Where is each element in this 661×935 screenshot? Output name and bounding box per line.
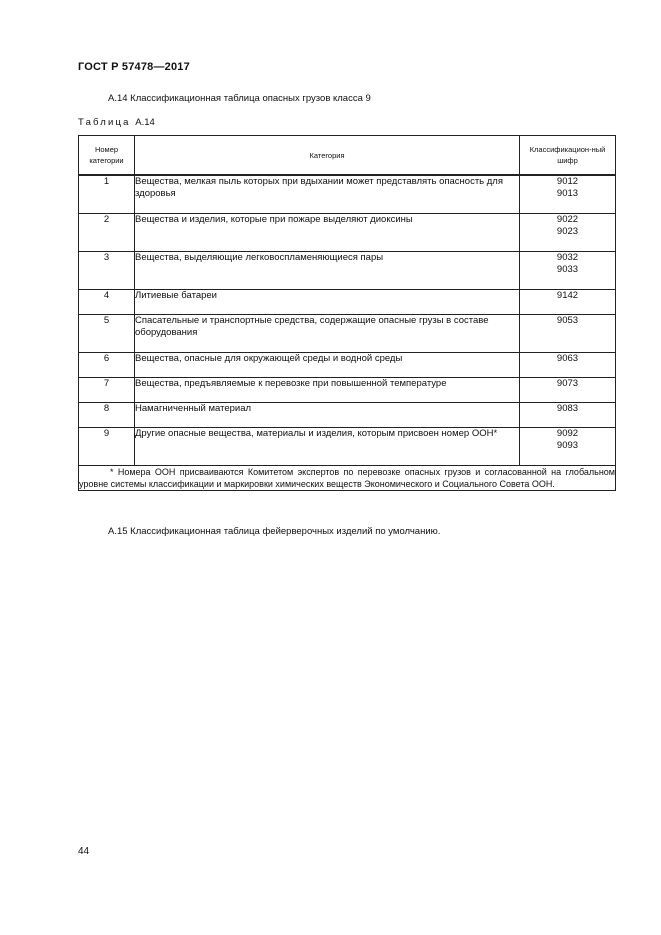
row-code: 9063 — [556, 352, 579, 364]
page-number: 44 — [78, 846, 90, 857]
table-row — [79, 402, 616, 427]
row-category: Спасательные и транспортные средства, содержащие опасные грузы в составе оборудования — [135, 314, 520, 352]
row-category: Вещества, выделяющие легковоспламеняющиеся пары — [135, 251, 520, 289]
row-number: 7 — [79, 377, 135, 402]
row-number: 9 — [79, 427, 135, 465]
row-code: 9022 — [556, 213, 579, 225]
table-row — [79, 213, 616, 251]
table-row — [79, 289, 616, 314]
row-category: Другие опасные вещества, материалы и изделия, которым присвоен номер ООН* — [135, 427, 520, 465]
row-number: 1 — [79, 175, 135, 213]
row-codes — [520, 377, 616, 402]
document-title: ГОСТ Р 57478—2017 — [78, 61, 190, 73]
row-category: Вещества и изделия, которые при пожаре выделяют диоксины — [135, 213, 520, 251]
row-number: 8 — [79, 402, 135, 427]
row-category: Вещества, предъявляемые к перевозке при повышенной температуре — [135, 377, 520, 402]
row-codes — [520, 402, 616, 427]
header-number: Номер категории — [79, 136, 135, 176]
row-code: 9012 — [556, 176, 579, 187]
table-row — [79, 352, 616, 377]
header-category: Категория — [135, 136, 520, 176]
table-row — [79, 427, 616, 465]
row-code: 9083 — [556, 402, 579, 414]
table-footnote-row — [79, 465, 616, 490]
row-codes — [520, 175, 616, 213]
table-row — [79, 175, 616, 213]
row-code: 9013 — [556, 188, 579, 199]
section-a15-heading: А.15 Классификационная таблица фейерверочных изделий по умолчанию. — [108, 526, 441, 537]
row-codes — [520, 289, 616, 314]
row-code: 9023 — [556, 225, 579, 237]
section-a14-heading: А.14 Классификационная таблица опасных грузов класса 9 — [108, 93, 371, 104]
table-caption-label: Таблица — [78, 117, 131, 128]
row-category: Вещества, мелкая пыль которых при вдыхании может представлять опасность для здоровья — [135, 175, 520, 213]
row-category: Литиевые батареи — [135, 289, 520, 314]
row-code: 9032 — [556, 251, 579, 263]
table-footnote-cell — [79, 465, 616, 490]
table-row — [79, 314, 616, 352]
row-code: 9092 — [556, 427, 579, 439]
row-code: 9033 — [556, 263, 579, 275]
classification-table — [78, 135, 616, 491]
row-codes — [520, 352, 616, 377]
row-category: Вещества, опасные для окружающей среды и водной среды — [135, 352, 520, 377]
row-code: 9142 — [556, 289, 579, 301]
row-code: 9073 — [556, 377, 579, 389]
row-number: 4 — [79, 289, 135, 314]
row-number: 6 — [79, 352, 135, 377]
table-caption-number: А.14 — [135, 117, 155, 128]
table-footnote: * Номера ООН присваиваются Комитетом экспертов по перевозке опасных грузов и согласованной на глобальном уровне системы классификации и маркировки химических веществ Экономического и Социального Совета ООН. — [79, 466, 615, 489]
row-codes — [520, 213, 616, 251]
row-codes — [520, 427, 616, 465]
table-row — [79, 251, 616, 289]
row-number: 5 — [79, 314, 135, 352]
row-code: 9053 — [556, 314, 579, 326]
header-code: Классификацион-ный шифр — [520, 136, 616, 176]
row-code: 9093 — [556, 439, 579, 451]
row-number: 2 — [79, 213, 135, 251]
row-codes — [520, 251, 616, 289]
table-caption — [78, 117, 155, 128]
row-category: Намагниченный материал — [135, 402, 520, 427]
table-row — [79, 377, 616, 402]
row-number: 3 — [79, 251, 135, 289]
table-header-row — [79, 136, 616, 176]
row-codes — [520, 314, 616, 352]
